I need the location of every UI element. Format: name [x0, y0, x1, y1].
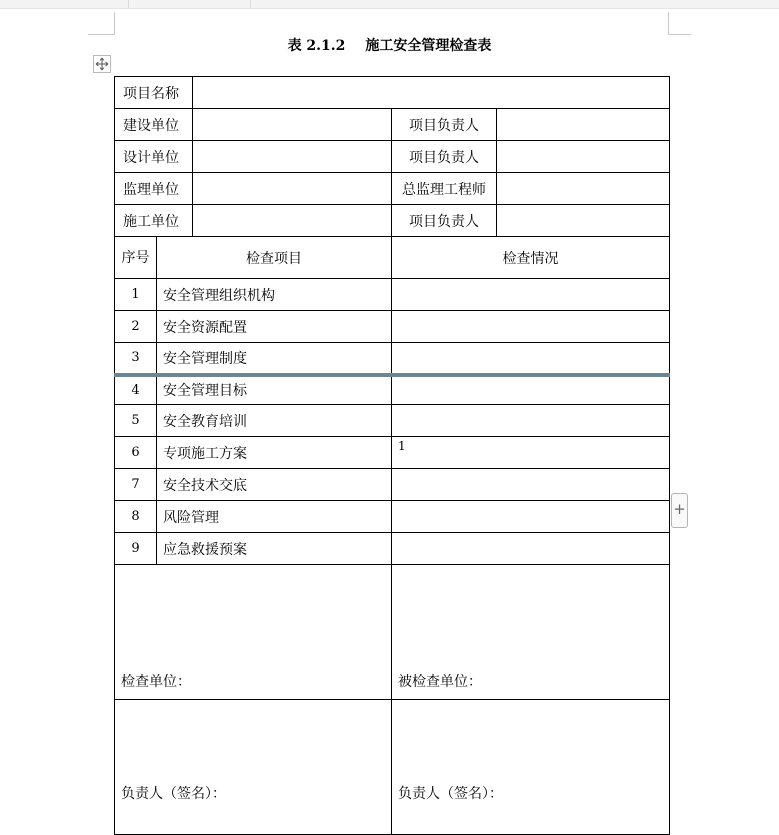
item-number: 2: [115, 311, 157, 343]
item-status[interactable]: [392, 279, 670, 311]
info-label: 监理单位: [115, 173, 193, 205]
table-row: [115, 405, 670, 437]
item-status[interactable]: [392, 375, 670, 405]
item-number: 4: [115, 375, 157, 405]
item-name: 安全管理组织机构: [157, 279, 392, 311]
info-value[interactable]: [193, 173, 392, 205]
info-right-label: 项目负责人: [392, 205, 497, 237]
item-name: 安全管理制度: [157, 343, 392, 375]
page-corner-mark: [88, 12, 115, 35]
item-status[interactable]: [392, 533, 670, 565]
table-row: [115, 469, 670, 501]
info-right-value[interactable]: [497, 109, 670, 141]
info-value[interactable]: [193, 205, 392, 237]
item-name: 风险管理: [157, 501, 392, 533]
info-label: 建设单位: [115, 109, 193, 141]
item-number: 6: [115, 437, 157, 469]
item-status[interactable]: [392, 311, 670, 343]
item-number: 9: [115, 533, 157, 565]
inspected-unit-cell[interactable]: 被检查单位：: [392, 565, 670, 700]
item-number: 7: [115, 469, 157, 501]
info-row: [115, 109, 670, 141]
info-value[interactable]: [193, 77, 670, 109]
table-move-handle[interactable]: [93, 55, 111, 73]
table-row: [115, 533, 670, 565]
info-row: [115, 173, 670, 205]
item-name: 安全管理目标: [157, 375, 392, 405]
add-column-button[interactable]: +: [671, 493, 688, 528]
info-row: [115, 77, 670, 109]
info-right-value[interactable]: [497, 173, 670, 205]
signer-left-cell[interactable]: 负责人（签名）：: [115, 700, 392, 835]
status-header: 检查情况: [392, 237, 670, 279]
ruler-segment: [0, 0, 129, 8]
item-number: 3: [115, 343, 157, 375]
seq-header: 序号: [115, 237, 157, 279]
signer-right-cell[interactable]: 负责人（签名）：: [392, 700, 670, 835]
items-header-row: [115, 237, 670, 279]
ruler-bar: [0, 0, 779, 9]
info-right-label: 项目负责人: [392, 109, 497, 141]
item-status[interactable]: [392, 343, 670, 375]
inspect-unit-cell[interactable]: 检查单位：: [115, 565, 392, 700]
item-header: 检查项目: [157, 237, 392, 279]
info-right-value[interactable]: [497, 141, 670, 173]
item-number: 8: [115, 501, 157, 533]
info-label: 项目名称: [115, 77, 193, 109]
table-row: [115, 437, 670, 469]
table-row: [115, 343, 670, 375]
signature-row: [115, 700, 670, 835]
ruler-segment: [128, 0, 251, 8]
info-value[interactable]: [193, 109, 392, 141]
item-status[interactable]: [392, 405, 670, 437]
safety-management-table: [114, 76, 670, 835]
item-name: 安全教育培训: [157, 405, 392, 437]
inspect-unit-row: [115, 565, 670, 700]
item-status[interactable]: 1: [392, 437, 670, 469]
item-number: 1: [115, 279, 157, 311]
info-row: [115, 141, 670, 173]
page-title: [0, 35, 779, 55]
table-number: 表 2.1.2: [287, 38, 346, 54]
info-right-label: 总监理工程师: [392, 173, 497, 205]
info-row: [115, 205, 670, 237]
item-name: 专项施工方案: [157, 437, 392, 469]
item-status[interactable]: [392, 469, 670, 501]
table-row: [115, 311, 670, 343]
table-row: [115, 375, 670, 405]
item-name: 安全技术交底: [157, 469, 392, 501]
move-arrows-icon: [95, 57, 109, 71]
item-status[interactable]: [392, 501, 670, 533]
info-label: 设计单位: [115, 141, 193, 173]
info-right-label: 项目负责人: [392, 141, 497, 173]
table-row: [115, 279, 670, 311]
item-name: 安全资源配置: [157, 311, 392, 343]
item-number: 5: [115, 405, 157, 437]
table-row: [115, 501, 670, 533]
item-name: 应急救援预案: [157, 533, 392, 565]
page-corner-mark: [668, 12, 691, 35]
info-value[interactable]: [193, 141, 392, 173]
table-name: 施工安全管理检查表: [365, 38, 492, 54]
info-label: 施工单位: [115, 205, 193, 237]
info-right-value[interactable]: [497, 205, 670, 237]
